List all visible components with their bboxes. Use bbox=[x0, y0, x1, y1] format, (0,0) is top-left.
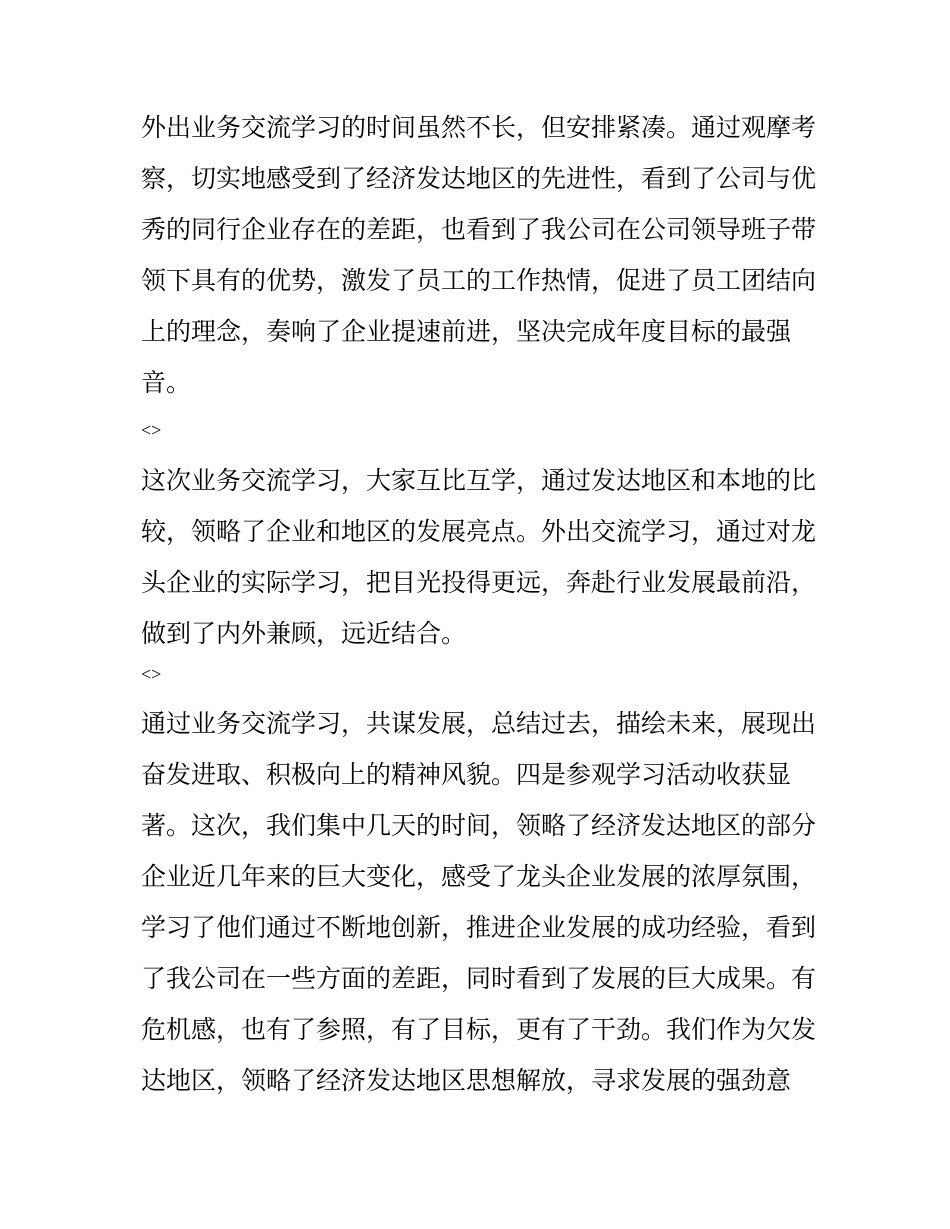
paragraph-line: 著。这次，我们集中几天的时间，领略了经济发达地区的部分 bbox=[141, 811, 817, 840]
paragraph-line: 秀的同行企业存在的差距，也看到了我公司在公司领导班子带 bbox=[141, 215, 817, 244]
paragraph-line: 领下具有的优势，激发了员工的工作热情，促进了员工团结向 bbox=[141, 266, 817, 295]
paragraph-line: 上的理念，奏响了企业提速前进，坚决完成年度目标的最强 bbox=[141, 317, 792, 346]
paragraph-line: 了我公司在一些方面的差距，同时看到了发展的巨大成果。有 bbox=[141, 964, 817, 993]
paragraph-line: 外出业务交流学习的时间虽然不长，但安排紧凑。通过观摩考 bbox=[141, 113, 817, 142]
paragraph-line: 企业近几年来的巨大变化，感受了龙头企业发展的浓厚氛围， bbox=[141, 862, 817, 891]
paragraph-line: 较，领略了企业和地区的发展亮点。外出交流学习，通过对龙 bbox=[141, 517, 817, 546]
paragraph-line: 察，切实地感受到了经济发达地区的先进性，看到了公司与优 bbox=[141, 164, 817, 193]
paragraph-1 bbox=[141, 102, 821, 408]
paragraph-line: 做到了内外兼顾，远近结合。 bbox=[141, 619, 467, 648]
paragraph-3 bbox=[141, 698, 821, 1106]
paragraph-line: 这次业务交流学习，大家互比互学，通过发达地区和本地的比 bbox=[141, 466, 817, 495]
paragraph-line: 头企业的实际学习，把目光投得更远，奔赴行业发展最前沿， bbox=[141, 568, 817, 597]
paragraph-separator: <> bbox=[141, 664, 162, 684]
paragraph-line: 达地区，领略了经济发达地区思想解放，寻求发展的强劲意 bbox=[141, 1066, 792, 1095]
paragraph-line: 奋发进取、积极向上的精神风貌。四是参观学习活动收获显 bbox=[141, 760, 792, 789]
paragraph-separator: <> bbox=[141, 420, 162, 440]
paragraph-line: 学习了他们通过不断地创新，推进企业发展的成功经验，看到 bbox=[141, 913, 817, 942]
paragraph-line: 通过业务交流学习，共谋发展，总结过去，描绘未来，展现出 bbox=[141, 709, 817, 738]
paragraph-2 bbox=[141, 455, 821, 659]
paragraph-line: 危机感，也有了参照，有了目标，更有了干劲。我们作为欠发 bbox=[141, 1015, 817, 1044]
paragraph-line: 音。 bbox=[141, 368, 192, 397]
